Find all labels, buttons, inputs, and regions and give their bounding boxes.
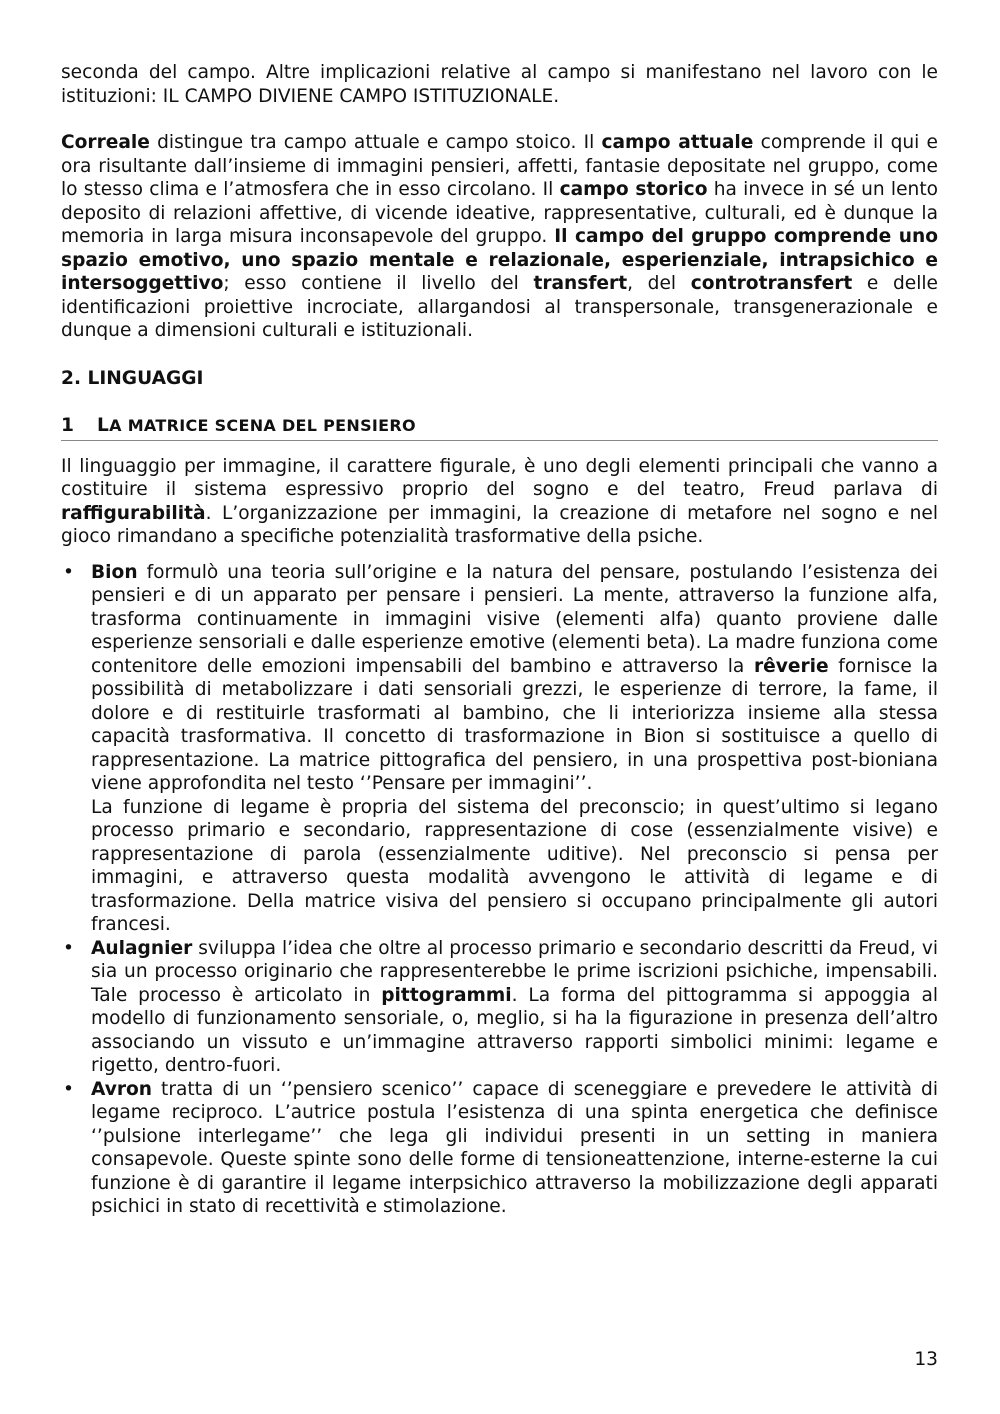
term-pittogrammi: pittogrammi <box>381 984 512 1006</box>
text: formulò una teoria sull’origine e la natura del pensare, postulando l’esistenza dei pensieri e di un apparato per pensare i pensieri. La mente, attraverso la funzione alfa, trasforma continuamente in immagini visive (elementi alfa) quanto proviene dalle esperienze sensoriali e dalle esperienze emotive (elementi beta). La madre funziona come contenitore delle emozioni impensabili del bambino e attraverso la <box>91 561 938 677</box>
term-reverie: rêverie <box>753 655 829 677</box>
preconscio-paragraph: La funzione di legame è propria del sistema del preconscio; in quest’ultimo si legano processo primario e secondario, rappresentazione di cose (essenzialmente visive) e rappresentazione di parola (essenzialmente uditive). Nel preconscio si pensa per immagini, e attraverso questa modalità avvengono le attività di legame e di trasformazione. Della matrice visiva del pensiero si occupano principalmente gli autori francesi. <box>91 796 938 935</box>
intro-text: seconda del campo. Altre implicazioni relative al campo si manifestano nel lavoro con le istituzioni: IL CAMPO DIVIENE CAMPO ISTITUZIONALE. <box>61 62 938 107</box>
author-avron: Avron <box>91 1078 153 1100</box>
list-item-bion <box>61 561 938 937</box>
author-bion: Bion <box>91 561 138 583</box>
bold-statement: Il campo del gruppo comprende uno spazio emotivo, uno spazio mentale e relazionale, esperienziale, intrapsichico e intersoggettivo <box>61 226 939 294</box>
term-raffigurabilita: raffigurabilità <box>61 502 206 524</box>
author-list <box>61 561 938 1219</box>
text: sviluppa l’idea che oltre al processo primario e secondario descritti da Freud, vi sia un processo originario che rappresenterebbe le prime iscrizioni psichiche, impensabili. Tale processo è articolato in <box>91 937 938 1006</box>
term-controtransfert: controtransfert <box>690 273 853 294</box>
term-campo-attuale: campo attuale <box>601 132 754 153</box>
term-transfert: transfert <box>533 273 628 294</box>
text: , del <box>627 273 691 294</box>
page-number: 13 <box>914 1349 938 1370</box>
section-heading: 2. LINGUAGGI <box>61 367 204 389</box>
text: Il linguaggio per immagine, il carattere figurale, è uno degli elementi principali che vanno a costituire il sistema espressivo proprio del sogno e del teatro, Freud parlava di <box>61 455 938 500</box>
subsection-heading <box>61 414 938 441</box>
term-campo-storico: campo storico <box>559 179 708 200</box>
text: ha invece in sé un lento deposito di relazioni affettive, di vicende ideative, rappresentative, culturali, ed è dunque la memoria in larga misura inconsapevole del gruppo. <box>61 179 938 247</box>
bion-paragraph <box>91 561 938 796</box>
intro-paragraph <box>61 61 938 108</box>
text: . La forma del pittogramma si appoggia al modello di funzionamento sensoriale, o, meglio, si ha la figurazione in presenza dell’altro associando un vissuto e un’immagine attraverso rapporti simbolici minimi: legame e rigetto, dentro-fuori. <box>91 984 938 1076</box>
correale-paragraph <box>61 131 938 343</box>
bullet-icon: • <box>63 1078 74 1100</box>
text: e delle identificazioni proiettive incrociate, allargandosi al transpersonale, transgenerazionale e dunque a dimensioni culturali e istituzionali. <box>61 273 938 341</box>
text: . L’organizzazione per immagini, la creazione di metafore nel sogno e nel gioco rimandano a specifiche potenzialità trasformative della psiche. <box>61 502 938 547</box>
correale-name: Correale <box>61 132 150 153</box>
linguaggio-paragraph <box>61 455 938 549</box>
subsection-title <box>97 414 416 438</box>
text: ; esso contiene il livello del <box>223 273 534 294</box>
text: distingue tra campo attuale e campo stoico. Il <box>149 132 602 153</box>
bullet-icon: • <box>63 937 74 959</box>
text: tratta di un ‘’pensiero scenico’’ capace di sceneggiare e prevedere le attività di legame reciproco. L’autrice postula l’esistenza di una spinta energetica che definisce ‘’pulsione interlegame’’ che lega gli individui presenti in un setting in maniera consapevole. Queste spinte sono delle forme di tensioneattenzione, interne-esterne la cui funzione è di garantire il legame interpsichico attraverso la mobilizzazione degli apparati psichici in stato di recettività e stimolazione. <box>91 1078 938 1217</box>
text: comprende il qui e ora risultante dall’insieme di immagini pensieri, affetti, fantasie depositate nel gruppo, come lo stesso clima e l’atmosfera che in esso circolano. Il <box>61 132 938 200</box>
text: fornisce la possibilità di metabolizzare i dati sensoriali grezzi, le esperienze di terrore, la fame, il dolore e di restituirle trasformati al bambino, che li interiorizza insieme alla stessa capacità trasformativa. Il concetto di trasformazione in Bion si sostituisce a quello di rappresentazione. La matrice pittografica del pensiero, in una prospettiva post-bioniana viene approfondita nel testo ‘’Pensare per immagini’’. <box>91 655 938 794</box>
list-item-avron <box>61 1078 938 1219</box>
avron-paragraph <box>91 1078 938 1219</box>
subsection-title-initial: L <box>97 415 110 436</box>
bullet-icon: • <box>63 561 74 583</box>
author-aulagnier: Aulagnier <box>91 937 193 959</box>
list-item-aulagnier <box>61 937 938 1078</box>
subsection-number: 1 <box>61 415 75 436</box>
aulagnier-paragraph <box>91 937 938 1078</box>
subsection-title-rest: A MATRICE SCENA DEL PENSIERO <box>109 416 416 435</box>
